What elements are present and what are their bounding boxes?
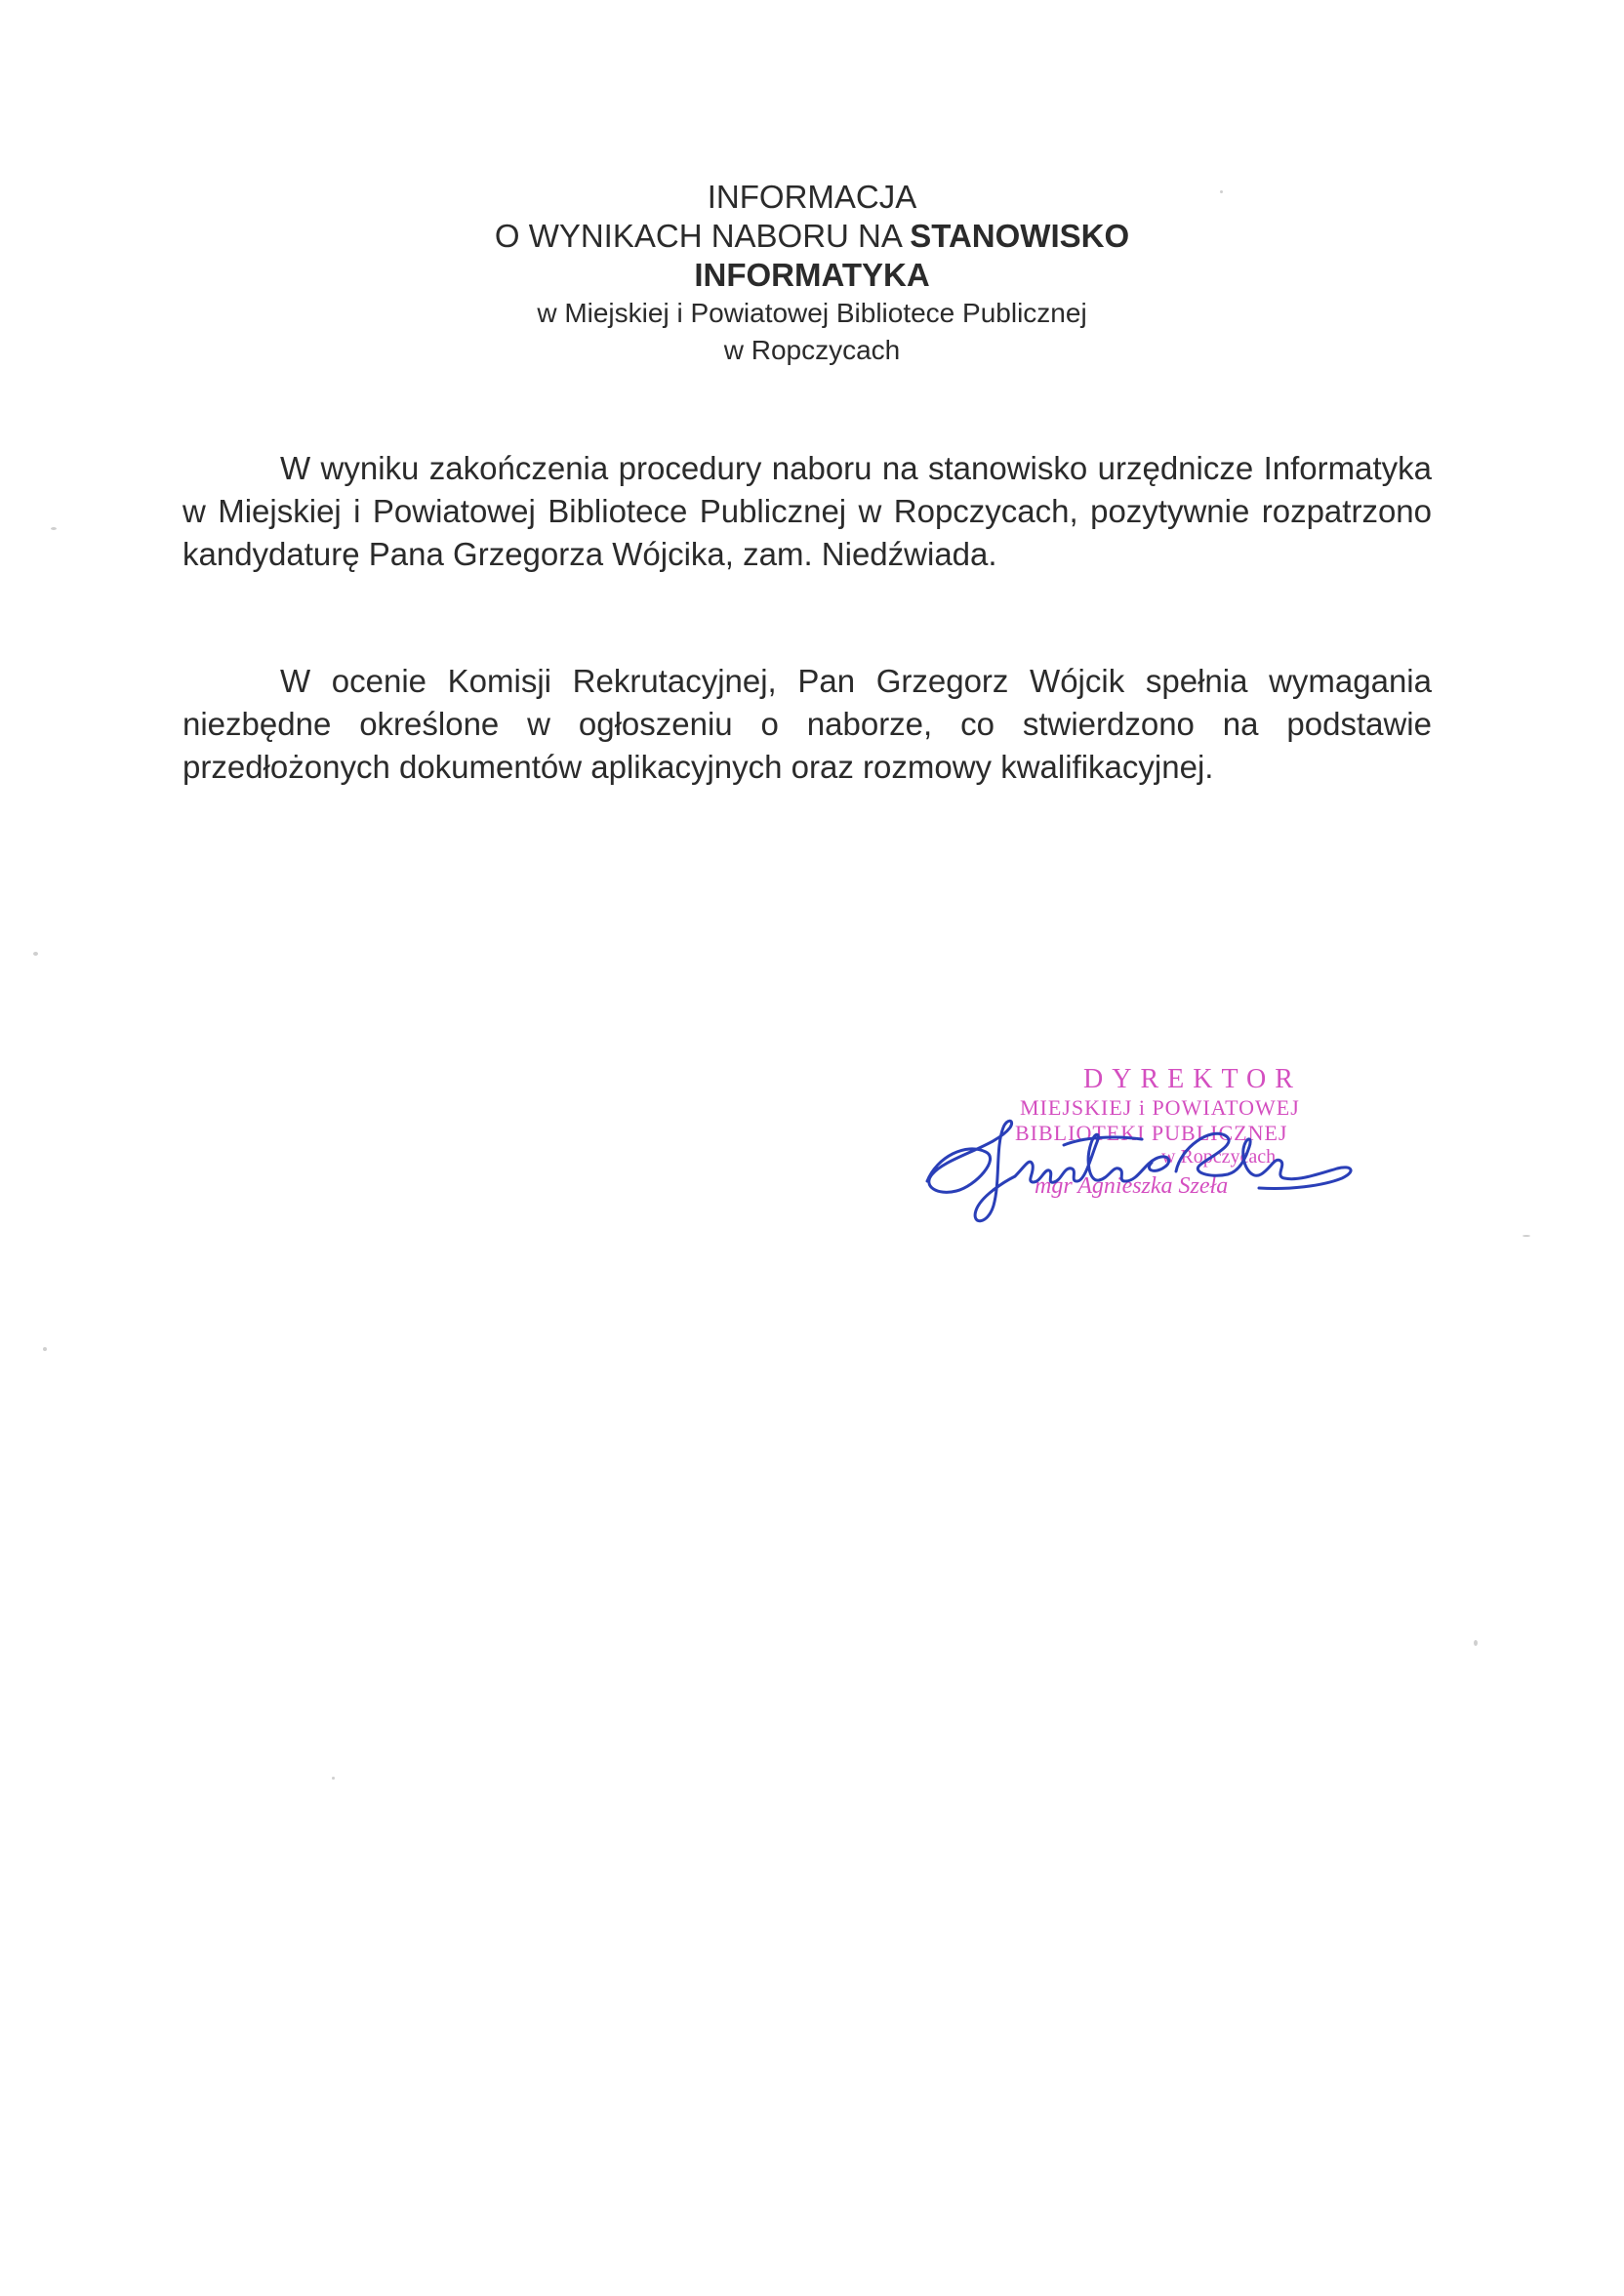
document-header (0, 178, 1624, 369)
scan-speck (332, 1777, 335, 1780)
header-position (0, 256, 1624, 295)
header-city: w Ropczycach (723, 335, 901, 365)
scan-speck (1522, 1235, 1530, 1237)
header-position-bold: INFORMATYKA (694, 257, 930, 293)
stamp-line-city: w Ropczycach (1161, 1146, 1277, 1168)
stamp-line-institution-2: BIBLIOTEKI PUBLICZNEJ (1015, 1121, 1288, 1145)
header-subtitle-prefix: O WYNIKACH NABORU NA (494, 218, 911, 254)
header-subtitle-bold: STANOWISKO (910, 218, 1130, 254)
paragraph-assessment (183, 660, 1432, 789)
scan-speck (1220, 190, 1223, 193)
handwritten-signature (917, 1088, 1366, 1235)
stamp-line-name: mgr Agnieszka Szeła (1035, 1173, 1229, 1199)
paragraph-assessment-text: W ocenie Komisji Rekrutacyjnej, Pan Grzegorz Wójcik spełnia wymagania niezbędne określone w ogłoszeniu o naborze, co stwierdzono na podstawie przedłożonych dokumentów aplikacyjnych oraz rozmowy kwalifikacyjnej. (183, 663, 1432, 785)
header-institution: w Miejskiej i Powiatowej Bibliotece Publicznej (537, 298, 1087, 328)
paragraph-result (183, 447, 1432, 576)
header-subtitle (0, 217, 1624, 256)
scan-speck (51, 527, 57, 530)
stamp-line-title: DYREKTOR (1083, 1064, 1302, 1094)
stamp-line-institution-1: MIEJSKIEJ i POWIATOWEJ (1020, 1095, 1300, 1120)
scan-speck (33, 952, 38, 956)
header-title: INFORMACJA (707, 179, 917, 215)
scan-speck (43, 1347, 47, 1351)
paragraph-result-text: W wyniku zakończenia procedury naboru na stanowisko urzędnicze Informatyka w Miejskiej i Powiatowej Bibliotece Publicznej w Ropczycach, pozytywnie rozpatrzono kandydaturę Pana Grzegorza Wójcika, zam. Niedźwiada. (183, 450, 1432, 572)
scan-speck (1474, 1640, 1478, 1646)
